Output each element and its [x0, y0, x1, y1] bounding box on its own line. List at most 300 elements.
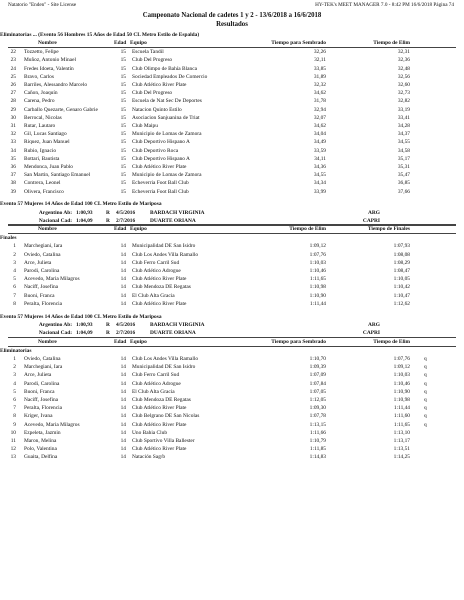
table-row: [0, 429, 464, 437]
swimmer-name: Maron, Melina: [24, 437, 57, 444]
place: 11: [10, 437, 16, 444]
qualified-mark: q: [424, 388, 427, 395]
team: Club Los Andes Villa Ramallo: [132, 251, 199, 258]
team: Municipalidad DE San Isidro: [132, 364, 196, 371]
swimmer-name: Rutar, Lautaro: [24, 123, 56, 129]
table-row: [0, 437, 464, 445]
seed-time: 32,32: [313, 82, 326, 88]
record-date: 4/5/2016: [116, 322, 136, 329]
team: Club Olimpo de Bahía Blanca: [132, 65, 197, 72]
team: Club Del Progreso: [132, 90, 173, 97]
age: 14: [120, 364, 126, 371]
table-row: [0, 56, 464, 64]
result-time: 1:11,60: [393, 413, 410, 420]
event-heading: Eliminatorias ... (Evento 56 Hombres 15 Años de Edad 50 CL Metro Estilo de Espalda): [0, 32, 200, 38]
record-code: ARG: [368, 322, 380, 329]
result-time: 36,85: [397, 180, 410, 187]
age: 14: [120, 243, 126, 250]
event-heading: Evento 57 Mujeres 14 Años de Edad 100 CL Metro Estilo de Mariposa: [0, 201, 162, 208]
swimmer-name: Barriles, Alessandro Marcelo: [24, 82, 88, 88]
place: 3: [13, 259, 16, 266]
seed-time: 31,78: [313, 98, 326, 105]
place: 7: [13, 405, 16, 412]
seed-time: 1:11,44: [309, 300, 326, 307]
age: 15: [120, 90, 126, 97]
team: Club Atlético River Plate: [132, 164, 187, 170]
qualified-mark: q: [424, 372, 427, 379]
result-time: 1:09,12: [393, 364, 410, 371]
team: Club Mendoza DE Regatas: [132, 396, 191, 403]
text-line: [0, 234, 464, 242]
record-line: [0, 209, 464, 217]
seed-time: 34,55: [313, 172, 326, 179]
place: 1: [13, 355, 16, 362]
team: Asociacion Sanjuanina de Triat: [132, 114, 200, 121]
result-time: 1:13,51: [393, 446, 410, 453]
age: 14: [120, 372, 126, 379]
team: Municipio de Lomas de Zamora: [132, 131, 202, 138]
seed-time: 34,34: [313, 180, 326, 187]
place: 9: [13, 421, 16, 428]
swimmer-name: Marchegiani, Iara: [24, 243, 63, 250]
table-row: [0, 251, 464, 259]
column-seed: Tiempo para Sembrado: [271, 40, 326, 47]
table-row: [0, 267, 464, 275]
result-time: 1:10,03: [393, 372, 410, 379]
record-label: Nacional Cad:: [38, 330, 72, 337]
result-time: 1:13,10: [393, 429, 410, 436]
seed-time: 34,49: [313, 139, 326, 146]
table-row: [0, 97, 464, 105]
record-holder: DUARTE ORIANA: [150, 330, 196, 337]
column-age: Edad: [114, 338, 127, 345]
record-holder: BARDACH VIRGINIA: [150, 322, 205, 329]
text-line: [0, 200, 464, 208]
team: Escuela de Nat Sec De Deportes: [132, 98, 202, 105]
result-time: 32,36: [397, 57, 410, 64]
column-time: Tiempo de Finales: [367, 225, 410, 232]
table-row: [0, 275, 464, 283]
result-time: 33,19: [397, 106, 410, 113]
age: 14: [120, 276, 126, 283]
place: 29: [10, 106, 16, 113]
swimmer-name: Mendonca, Juan Pablo: [24, 164, 73, 170]
table-row: [0, 371, 464, 379]
place: 13: [10, 454, 16, 461]
column-age: Edad: [114, 225, 127, 232]
place: 35: [10, 155, 16, 162]
seed-time: 1:11,85: [309, 446, 326, 453]
place: 5: [13, 388, 16, 395]
swimmer-name: Naciff, Josefina: [24, 284, 59, 291]
page-header: [0, 2, 464, 11]
swimmer-name: Peralta, Florencia: [24, 405, 63, 412]
place: 38: [10, 180, 16, 187]
result-time: 1:13,17: [393, 437, 410, 444]
age: 15: [120, 82, 126, 88]
seed-time: 34,11: [314, 155, 326, 162]
age: 15: [120, 139, 126, 146]
result-time: 32,60: [397, 82, 410, 88]
age: 14: [120, 413, 126, 420]
place: 27: [10, 90, 16, 97]
team: Club Belgrano DE San Nicolas: [132, 413, 200, 420]
seed-time: 32,11: [314, 57, 326, 64]
age: 15: [120, 164, 126, 170]
swimmer-name: Muñoz, Antonio Minael: [24, 57, 76, 64]
swimmer-name: Bottari, Bautista: [24, 155, 60, 162]
qualified-mark: q: [424, 364, 427, 371]
seed-time: 31,89: [313, 73, 326, 80]
event-heading: Evento 57 Mujeres 14 Años de Edad 100 CL Metro Estilo de Mariposa: [0, 313, 162, 320]
seed-time: 34,04: [313, 131, 326, 138]
place: 1: [13, 243, 16, 250]
place: 32: [10, 131, 16, 138]
seed-time: 1:07,05: [309, 388, 326, 395]
swimmer-name: Naciff, Josefina: [24, 396, 59, 403]
swimmer-name: Contrera, Leonel: [24, 180, 61, 187]
team: Club Deportivo Hispano A: [132, 155, 190, 162]
table-row: [0, 292, 464, 300]
record-time: 1:04,09: [76, 330, 93, 337]
result-time: 1:10,90: [393, 388, 410, 395]
team: Club Deportivo Hispano A: [132, 139, 190, 146]
record-date: 2/7/2016: [116, 330, 136, 337]
table-row: [0, 453, 464, 461]
age: 15: [120, 49, 126, 56]
team: Club Atlético River Plate: [132, 446, 187, 453]
qualified-mark: q: [424, 380, 427, 387]
section-label: Eliminatorias: [0, 347, 32, 354]
text-line: [0, 225, 464, 233]
swimmer-name: Riquez, Juan Manuel: [24, 139, 70, 146]
table-row: [0, 396, 464, 404]
result-time: 1:10,05: [393, 276, 410, 283]
table-row: [0, 242, 464, 250]
age: 15: [120, 180, 126, 187]
team: Club Mendoza DE Regatas: [132, 284, 191, 291]
result-time: 32,31: [397, 49, 410, 56]
column-team: Equipo: [130, 338, 147, 345]
swimmer-name: Parodi, Carolina: [24, 380, 60, 387]
seed-time: 33,85: [313, 65, 326, 72]
table-row: [0, 188, 464, 196]
result-time: 32,48: [397, 65, 410, 72]
place: 26: [10, 82, 16, 88]
results-title: Resultados: [216, 21, 248, 28]
place: 4: [13, 267, 16, 274]
team: Club Atlético River Plate: [132, 405, 187, 412]
record-code: CAPRI: [362, 330, 380, 337]
table-row: [0, 355, 464, 363]
age: 15: [120, 188, 126, 195]
team: Club Del Progreso: [132, 57, 173, 64]
swimmer-name: Fredes Idoeta, Valentín: [24, 65, 74, 72]
swimmer-name: Marchegiani, Iara: [24, 364, 63, 371]
swimmer-name: Oviedo, Catalina: [24, 251, 61, 258]
seed-time: 1:07,84: [309, 380, 326, 387]
place: 30: [10, 114, 16, 121]
result-time: 1:14,25: [393, 454, 410, 461]
result-time: 1:08,29: [393, 259, 410, 266]
record-flag: R: [106, 217, 110, 224]
text-line: [0, 31, 464, 39]
seed-time: 1:13,15: [309, 421, 326, 428]
age: 14: [120, 446, 126, 453]
age: 14: [120, 300, 126, 307]
place: 28: [10, 98, 16, 105]
team: Club Atlético Adrogue: [132, 380, 181, 387]
result-time: 1:08,08: [393, 251, 410, 258]
age: 15: [120, 57, 126, 64]
place: 8: [13, 413, 16, 420]
swimmer-name: Parodi, Carolina: [24, 267, 60, 274]
team: Uno Bahia Club: [132, 429, 168, 436]
column-team: Equipo: [130, 225, 147, 232]
place: 6: [13, 396, 16, 403]
column-age: Edad: [114, 40, 127, 47]
table-row: [0, 89, 464, 97]
age: 14: [120, 251, 126, 258]
swimmer-name: Rubio, Ignacio: [24, 147, 57, 154]
table-row: [0, 363, 464, 371]
place: 25: [10, 73, 16, 80]
seed-time: 1:11,65: [309, 276, 326, 283]
swimmer-name: Carena, Pedro: [24, 98, 55, 105]
swimmer-name: Gil, Lucas Santiago: [24, 131, 67, 138]
record-label: Argentino Ab:: [38, 209, 72, 216]
age: 15: [120, 98, 126, 105]
table-row: [0, 65, 464, 73]
place: 31: [10, 123, 16, 129]
team: Club Atlético River Plate: [132, 421, 187, 428]
age: 15: [120, 131, 126, 138]
result-time: 35,17: [397, 155, 410, 162]
qualified-mark: q: [424, 421, 427, 428]
table-row: [0, 81, 464, 89]
age: 15: [120, 106, 126, 113]
age: 15: [120, 155, 126, 162]
place: 34: [10, 147, 16, 154]
seed-time: 1:10,70: [309, 355, 326, 362]
seed-time: 34,36: [313, 164, 326, 170]
seed-time: 1:11,66: [309, 429, 326, 436]
age: 14: [120, 388, 126, 395]
record-label: Nacional Cad:: [38, 217, 72, 224]
team: Club Atlético River Plate: [132, 300, 187, 307]
team: Club Deportivo Roca: [132, 147, 179, 154]
result-time: 1:10,46: [393, 380, 410, 387]
table-row: [0, 48, 464, 56]
result-time: 1:12,62: [393, 300, 410, 307]
result-time: 32,73: [397, 90, 410, 97]
seed-time: 32,07: [313, 114, 326, 121]
table-row: [0, 163, 464, 171]
record-date: 2/7/2016: [116, 217, 136, 224]
qualified-mark: q: [424, 405, 427, 412]
table-row: [0, 138, 464, 146]
age: 14: [120, 259, 126, 266]
age: 15: [120, 73, 126, 80]
place: 3: [13, 372, 16, 379]
table-row: [0, 283, 464, 291]
software-stamp: HY-TEK's MEET MANAGER 7.0 - 8:42 PM 16/6/2018 Página 74: [315, 2, 454, 8]
column-seed: Tiempo de Elim: [289, 225, 326, 232]
seed-time: 1:09,30: [309, 405, 326, 412]
qualified-mark: q: [424, 413, 427, 420]
team: El Club Alta Gracia: [132, 388, 175, 395]
column-name: Nombre: [38, 225, 57, 232]
place: 2: [13, 364, 16, 371]
section-label: Finales: [0, 235, 17, 242]
seed-time: 1:07,09: [309, 372, 326, 379]
team: Municipio de Lomas de Zamora: [132, 172, 202, 179]
age: 14: [120, 380, 126, 387]
seed-time: 32,26: [313, 49, 326, 56]
seed-time: 33,99: [313, 188, 326, 195]
swimmer-name: Olivera, Francisco: [24, 188, 64, 195]
place: 33: [10, 139, 16, 146]
place: 5: [13, 276, 16, 283]
place: 8: [13, 300, 16, 307]
team: Club Atlético River Plate: [132, 276, 187, 283]
record-time: 1:00,93: [76, 209, 93, 216]
age: 14: [120, 355, 126, 362]
result-time: 33,41: [397, 114, 410, 121]
swimmer-name: Acevedo, Maria Milagros: [24, 276, 80, 283]
result-time: 34,55: [397, 139, 410, 146]
age: 14: [120, 396, 126, 403]
qualified-mark: q: [424, 355, 427, 362]
table-row: [0, 147, 464, 155]
age: 15: [120, 123, 126, 129]
column-name: Nombre: [38, 40, 57, 47]
seed-time: 1:14,83: [309, 454, 326, 461]
qualified-mark: q: [424, 396, 427, 403]
record-code: ARG: [368, 209, 380, 216]
table-row: [0, 421, 464, 429]
record-time: 1:00,93: [76, 322, 93, 329]
record-flag: R: [106, 322, 110, 329]
swimmer-name: Acevedo, Maria Milagros: [24, 421, 80, 428]
record-flag: R: [106, 330, 110, 337]
age: 14: [120, 284, 126, 291]
place: 7: [13, 292, 16, 299]
age: 15: [120, 114, 126, 121]
age: 15: [120, 65, 126, 72]
record-code: CAPRI: [362, 217, 380, 224]
place: 6: [13, 284, 16, 291]
swimmer-name: Bravo, Carlos: [24, 73, 54, 80]
table-row: [0, 259, 464, 267]
result-time: 32,82: [397, 98, 410, 105]
team: Club Atlético River Plate: [132, 82, 187, 88]
seed-time: 32,94: [313, 106, 326, 113]
table-row: [0, 380, 464, 388]
table-row: [0, 300, 464, 308]
table-row: [0, 73, 464, 81]
swimmer-name: Buoni, Franca: [24, 388, 55, 395]
result-time: 1:08,47: [393, 267, 410, 274]
team: Natacion Quinto Estilo: [132, 106, 182, 113]
record-flag: R: [106, 209, 110, 216]
swimmer-name: Carballo Quezarte, Genaro Gabrie: [24, 106, 98, 113]
column-team: Equipo: [130, 40, 147, 47]
table-row: [0, 388, 464, 396]
result-time: 32,56: [397, 73, 410, 80]
result-time: 1:11,44: [393, 405, 410, 412]
seed-time: 34,62: [313, 123, 326, 129]
swimmer-name: Cañon, Joaquín: [24, 90, 58, 97]
result-time: 37,66: [397, 188, 410, 195]
record-date: 4/5/2016: [116, 209, 136, 216]
result-time: 1:07,93: [393, 243, 410, 250]
team: Escuela Tandil: [132, 49, 164, 56]
age: 14: [120, 405, 126, 412]
team: Natación Sag/b: [132, 454, 166, 461]
column-time: Tiempo de Elim: [373, 338, 410, 345]
age: 14: [120, 437, 126, 444]
age: 14: [120, 292, 126, 299]
result-time: 35,47: [397, 172, 410, 179]
result-time: 1:07,76: [393, 355, 410, 362]
result-time: 1:10,47: [393, 292, 410, 299]
swimmer-name: Berrocal, Nicolas: [24, 114, 62, 121]
meet-title: Campeonato Nacional de cadetes 1 y 2 - 13/6/2018 a 16/6/2018: [142, 12, 322, 19]
swimmer-name: San Martin, Santiago Emanuel: [24, 172, 91, 179]
place: 37: [10, 172, 16, 179]
text-line: [0, 347, 464, 355]
place: 4: [13, 380, 16, 387]
seed-time: 1:10,98: [309, 284, 326, 291]
place: 22: [10, 49, 16, 56]
license-text: Natatorio "Enden" - Site License: [8, 2, 77, 8]
place: 10: [10, 429, 16, 436]
seed-time: 1:10,79: [309, 437, 326, 444]
result-time: 1:11,65: [393, 421, 410, 428]
team: Echeverria Foot Ball Club: [132, 180, 189, 187]
team: Echeverria Foot Ball Club: [132, 188, 189, 195]
place: 2: [13, 251, 16, 258]
team: Sociedad Empleados De Comercio: [132, 73, 208, 80]
table-row: [0, 114, 464, 122]
record-label: Argentino Ab:: [38, 322, 72, 329]
table-row: [0, 179, 464, 187]
text-line: [0, 338, 464, 346]
swimmer-name: Kriger, Ivana: [24, 413, 53, 420]
team: Municipalidad DE San Isidro: [132, 243, 196, 250]
age: 14: [120, 421, 126, 428]
age: 14: [120, 429, 126, 436]
seed-time: 1:07,76: [309, 251, 326, 258]
text-line: [0, 313, 464, 321]
column-seed: Tiempo para Sembrado: [271, 338, 326, 345]
result-time: 34,28: [397, 123, 410, 129]
team: Club Ferro Carril Sud: [132, 372, 180, 379]
result-time: 35,31: [397, 164, 410, 170]
table-row: [0, 445, 464, 453]
place: 24: [10, 65, 16, 72]
team: Club Atlético Adrogue: [132, 267, 181, 274]
record-holder: BARDACH VIRGINIA: [150, 209, 205, 216]
swimmer-name: Tozzetto, Felipe: [24, 49, 59, 56]
seed-time: 1:09,39: [309, 364, 326, 371]
table-row: [0, 404, 464, 412]
place: 36: [10, 164, 16, 170]
result-time: 34,37: [397, 131, 410, 138]
record-holder: DUARTE ORIANA: [150, 217, 196, 224]
result-time: 1:10,98: [393, 396, 410, 403]
